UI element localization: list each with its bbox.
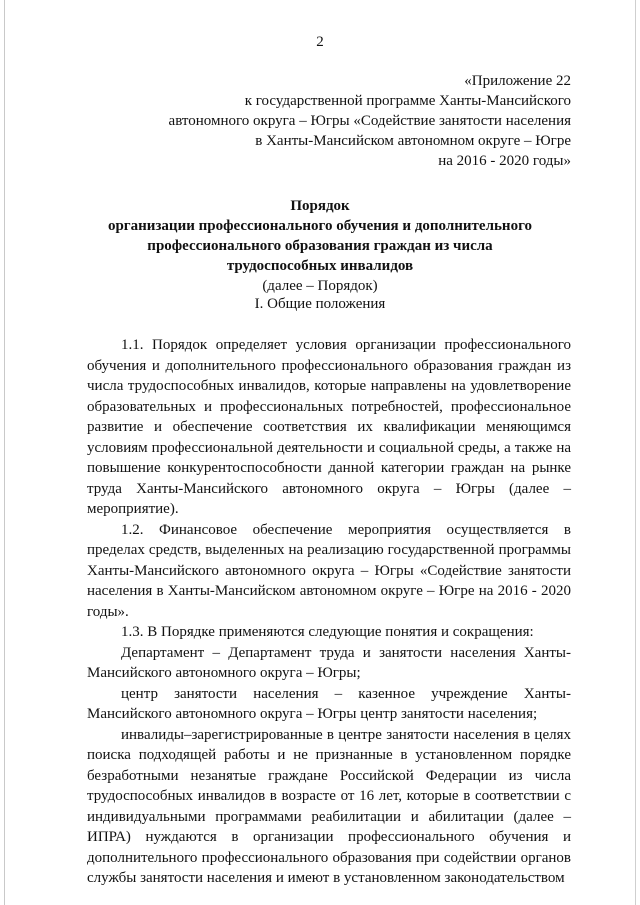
paragraph: Департамент – Департамент труда и занятости населения Ханты-Мансийского автономного округа – Югры; — [87, 644, 571, 681]
appendix-reference — [169, 71, 571, 171]
paragraph: инвалиды–зарегистрированные в центре занятости населения в целях поиска подходящей работы и не признанные в установленном порядке безработными незанятые граждане Российской Федерации из числа трудоспособных инвалидов в возрасте от 16 лет, которые в соответствии с индивидуальными программами реабилитации и абилитации (далее – ИПРА) нуждаются в организации профессионального обучения и дополнительного профессионального образования при содействии органов службы занятости населения и имеют в установленном законодательством — [87, 726, 571, 886]
page-number: 2 — [316, 34, 324, 50]
title-line: трудоспособных инвалидов — [226, 258, 414, 274]
title-subline: (далее – Порядок) — [262, 278, 378, 294]
appendix-line: на 2016 - 2020 годы» — [438, 153, 571, 169]
appendix-line: к государственной программе Ханты-Мансийского — [244, 93, 571, 109]
section-heading: I. Общие положения — [254, 296, 386, 312]
title-line: Порядок — [290, 198, 350, 214]
appendix-line: «Приложение 22 — [464, 73, 571, 89]
paragraph: центр занятости населения – казенное учреждение Ханты-Мансийского автономного округа – Югры центр занятости населения; — [87, 685, 571, 722]
document-title — [60, 196, 580, 296]
title-line: организации профессионального обучения и дополнительного — [107, 218, 533, 234]
appendix-line: автономного округа – Югры «Содействие занятости населения — [168, 113, 571, 129]
document-body — [87, 335, 571, 889]
paragraph: 1.3. В Порядке применяются следующие понятия и сокращения: — [121, 624, 534, 640]
appendix-line: в Ханты-Мансийском автономном округе – Югре — [255, 133, 571, 149]
title-line: профессионального образования граждан из числа — [147, 238, 493, 254]
paragraph: 1.2. Финансовое обеспечение мероприятия осуществляется в пределах средств, выделенных на реализацию государственной программы Ханты-Мансийского автономного округа – Югры «Содействие занятости населения в Ханты-Мансийском автономном округе – Югре на 2016 - 2020 годы». — [87, 521, 571, 620]
paragraph: 1.1. Порядок определяет условия организации профессионального обучения и дополнительного профессионального образования граждан из числа трудоспособных инвалидов, которые направлены на удовлетворение образовательных и профессиональных потребностей, профессиональное развитие и обеспечение соответствия их квалификации меняющимся условиям профессиональной деятельности и социальной среды, а также на повышение конкурентоспособности данной категории граждан на рынке труда Ханты-Мансийского автономного округа – Югры (далее – мероприятие). — [87, 337, 571, 517]
